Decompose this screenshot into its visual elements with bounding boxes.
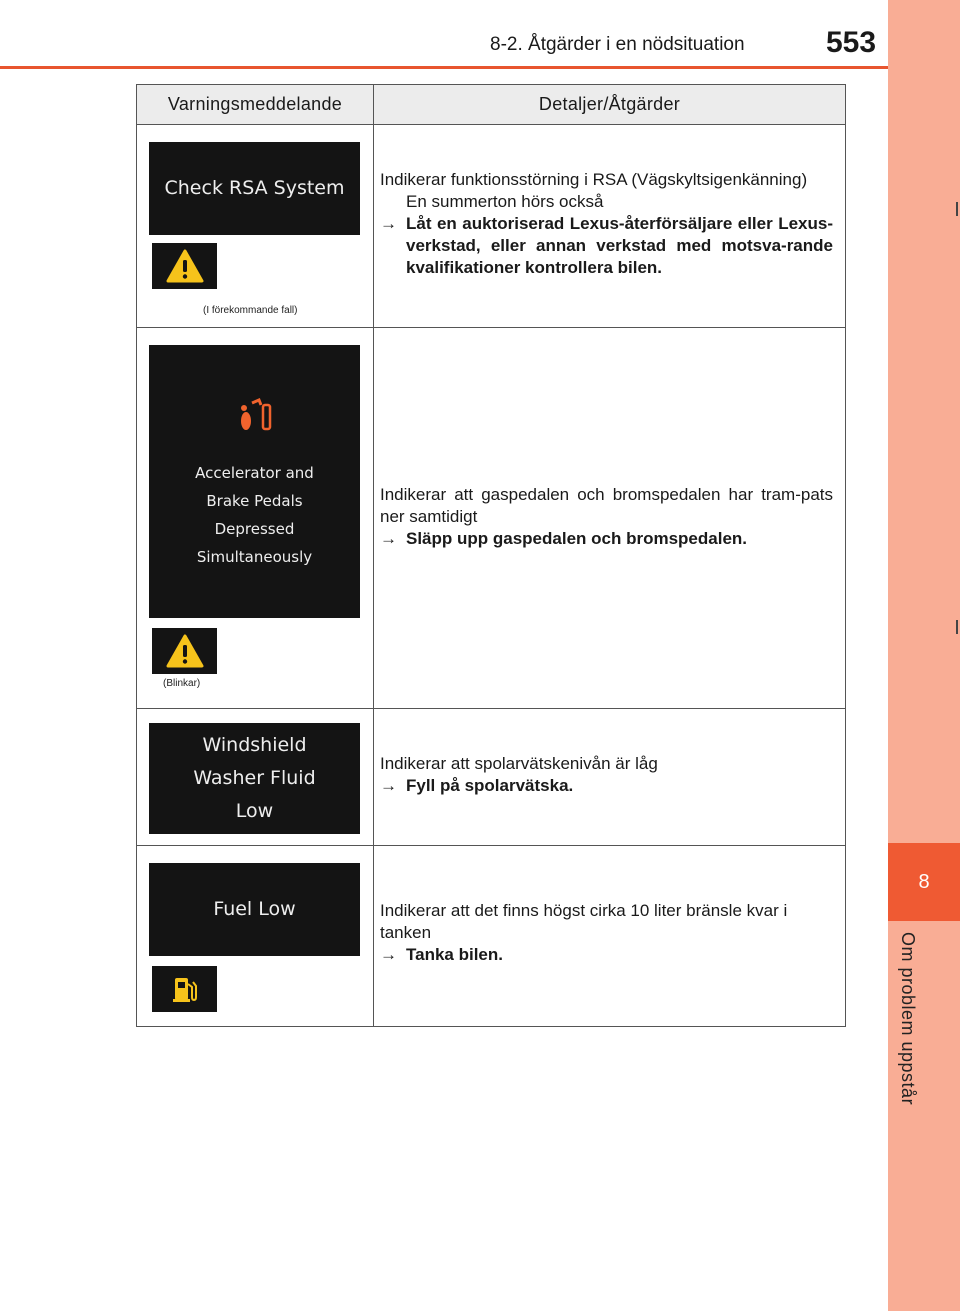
details-text: Indikerar att gaspedalen och bromspedalen har tram-pats ner samtidigt	[380, 485, 833, 526]
crop-mark	[956, 202, 958, 216]
details-cell	[374, 846, 846, 1027]
table-row	[137, 125, 846, 328]
display-line: Washer Fluid	[193, 767, 316, 789]
fuel-indicator	[152, 966, 217, 1012]
crop-mark	[956, 620, 958, 634]
action-text: Låt en auktoriserad Lexus-återförsäljare eller Lexus-verkstad, eller annan verkstad med motsva-rande kvalifikationer kontrollera bilen.	[406, 214, 833, 277]
message-cell	[137, 125, 374, 328]
fuel-pump-icon	[172, 974, 198, 1004]
warning-message-table	[136, 84, 846, 1027]
display-line: Depressed	[214, 519, 295, 538]
arrow-icon: →	[380, 945, 397, 964]
table-row	[137, 328, 846, 709]
details-text: Indikerar funktionsstörning i RSA (Vägskyltsigenkänning)	[380, 170, 808, 189]
warning-light	[152, 243, 217, 289]
page-number: 553	[826, 26, 877, 59]
message-cell	[137, 709, 374, 846]
table-row	[137, 709, 846, 846]
footnote: (I förekommande fall)	[203, 305, 298, 316]
warning-light	[152, 628, 217, 674]
display-line: Check RSA System	[164, 177, 345, 199]
display-line: Accelerator and	[195, 463, 314, 482]
details-cell	[374, 125, 846, 328]
display-line: Windshield	[202, 734, 307, 756]
details-text: Indikerar att spolarvätskenivån är låg	[380, 754, 658, 773]
arrow-icon: →	[380, 776, 397, 795]
message-cell	[137, 328, 374, 709]
display-message-pedals	[149, 345, 360, 618]
arrow-icon: →	[380, 214, 397, 233]
chapter-side-band	[888, 0, 960, 1311]
chapter-number-tab[interactable]: 8	[888, 843, 960, 921]
section-title: 8-2. Åtgärder i en nödsituation	[490, 34, 745, 55]
display-message-washer-fluid	[149, 723, 360, 834]
warning-triangle-icon	[166, 249, 204, 283]
header-rule	[0, 66, 888, 69]
action-text: Släpp upp gaspedalen och bromspedalen.	[406, 529, 748, 548]
display-line: Brake Pedals	[206, 491, 303, 510]
display-message-check-rsa	[149, 142, 360, 235]
column-header-message: Varningsmeddelande	[137, 85, 374, 125]
details-cell	[374, 328, 846, 709]
table-row	[137, 846, 846, 1027]
footnote: (Blinkar)	[163, 678, 201, 689]
column-header-details: Detaljer/Åtgärder	[374, 85, 846, 125]
details-subtext: En summerton hörs också	[406, 192, 604, 211]
chapter-title: Om problem uppstår	[898, 932, 918, 1106]
display-line: Low	[235, 800, 274, 822]
pedals-icon	[233, 393, 277, 437]
arrow-icon: →	[380, 529, 397, 548]
details-text: Indikerar att det finns högst cirka 10 liter bränsle kvar i tanken	[380, 901, 788, 942]
details-cell	[374, 709, 846, 846]
display-line: Fuel Low	[213, 898, 296, 920]
warning-triangle-icon	[166, 634, 204, 668]
action-text: Tanka bilen.	[406, 945, 503, 964]
action-text: Fyll på spolarvätska.	[406, 776, 574, 795]
message-cell	[137, 846, 374, 1027]
display-line: Simultaneously	[196, 547, 313, 566]
table-header-row	[137, 85, 846, 125]
display-message-fuel-low	[149, 863, 360, 956]
